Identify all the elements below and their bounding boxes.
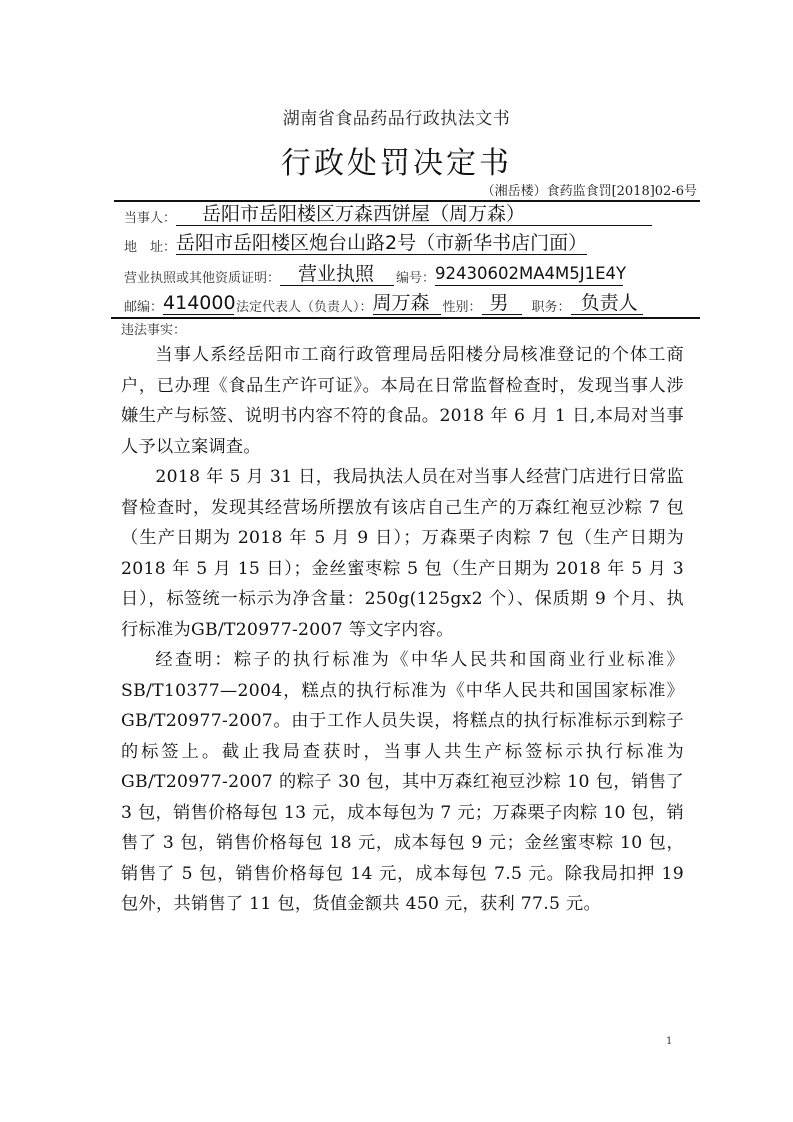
address-value: 岳阳市岳阳楼区炮台山路2号（市新华书店门面） [176, 232, 588, 254]
bottom-rule [111, 317, 700, 319]
license-row [124, 263, 627, 286]
party-value: 岳阳市岳阳楼区万森西饼屋（周万森） [176, 203, 652, 226]
license-label: 营业执照或其他资质证明： [124, 271, 281, 286]
party-label: 当事人： [124, 211, 177, 226]
paragraph-text: 当事人系经岳阳市工商行政管理局岳阳楼分局核准登记的个体工商户，已办理《食品生产许可证》。本局在日常监督检查时，发现当事人涉嫌生产与标签、说明书内容不符的食品。2018 年 6 月 1 日,本局对当事人予以立案调查。 [121, 345, 684, 457]
facts-paragraph-3 [121, 645, 684, 920]
legal-rep-label: 法定代表人（负责人）： [236, 300, 373, 315]
top-rule [114, 200, 700, 202]
party-row [124, 203, 652, 226]
gender-value: 男 [482, 292, 522, 315]
document-title: 行政处罚决定书 [281, 146, 512, 181]
legal-rep-value: 周万森 [373, 292, 441, 315]
license-number-value: 92430602MA4M5J1E4Y [435, 263, 623, 286]
issuing-organization: 湖南省食品药品行政执法文书 [282, 109, 511, 129]
postcode-label: 邮编： [124, 300, 164, 315]
position-value: 负责人 [571, 292, 643, 315]
position-label: 职务： [531, 300, 571, 315]
facts-paragraph-2 [121, 462, 684, 645]
facts-paragraph-1 [121, 340, 684, 462]
address-row [124, 232, 587, 255]
representative-row [124, 292, 643, 315]
postcode-value: 414000 [163, 292, 236, 314]
license-value: 营业执照 [280, 263, 394, 286]
document-number: （湘岳楼）食药监食罚[2018]02-6号 [481, 184, 697, 199]
address-label: 地 址： [124, 240, 177, 255]
gender-label: 性别： [442, 300, 482, 315]
number-label: 编号： [396, 271, 436, 286]
violation-facts-label: 违法事实： [121, 323, 187, 338]
page-number: 1 [666, 1036, 673, 1047]
paragraph-text: 经查明：粽子的执行标准为《中华人民共和国商业行业标准》SB/T10377—2004，糕点的执行标准为《中华人民共和国国家标准》GB/T20977-2007。由于工作人员失误，将糕点的执行标准标示到粽子的标签上。截止我局查获时，当事人共生产标签标示执行标准为 GB/T20977-2007 的粽子 30 包，其中万森红袍豆沙粽 10 包，销售了 3 包，销售价格每包 13 元，成本每包为 7 元；万森栗子肉粽 10 包，销售了 3 包，销售价格每包 18 元，成本每包 9 元；金丝蜜枣粽 10 包，销售了 5 包，销售价格每包 14 元，成本每包 7.5 元。除我局扣押 19 包外，共销售了 11 包，货值金额共 450 元，获利 77.5 元。 [121, 650, 684, 914]
paragraph-text: 2018 年 5 月 31 日，我局执法人员在对当事人经营门店进行日常监督检查时，发现其经营场所摆放有该店自己生产的万森红袍豆沙粽 7 包（生产日期为 2018 年 5 月 9 日）；万森栗子肉粽 7 包（生产日期为 2018 年 5 月 15 日）；金丝蜜枣粽 5 包（生产日期为 2018 年 5 月 3 日），标签统一标示为净含量：250g(125gx2 个）、保质期 9 个月、执行标准为GB/T20977-2007 等文字内容。 [121, 467, 684, 640]
